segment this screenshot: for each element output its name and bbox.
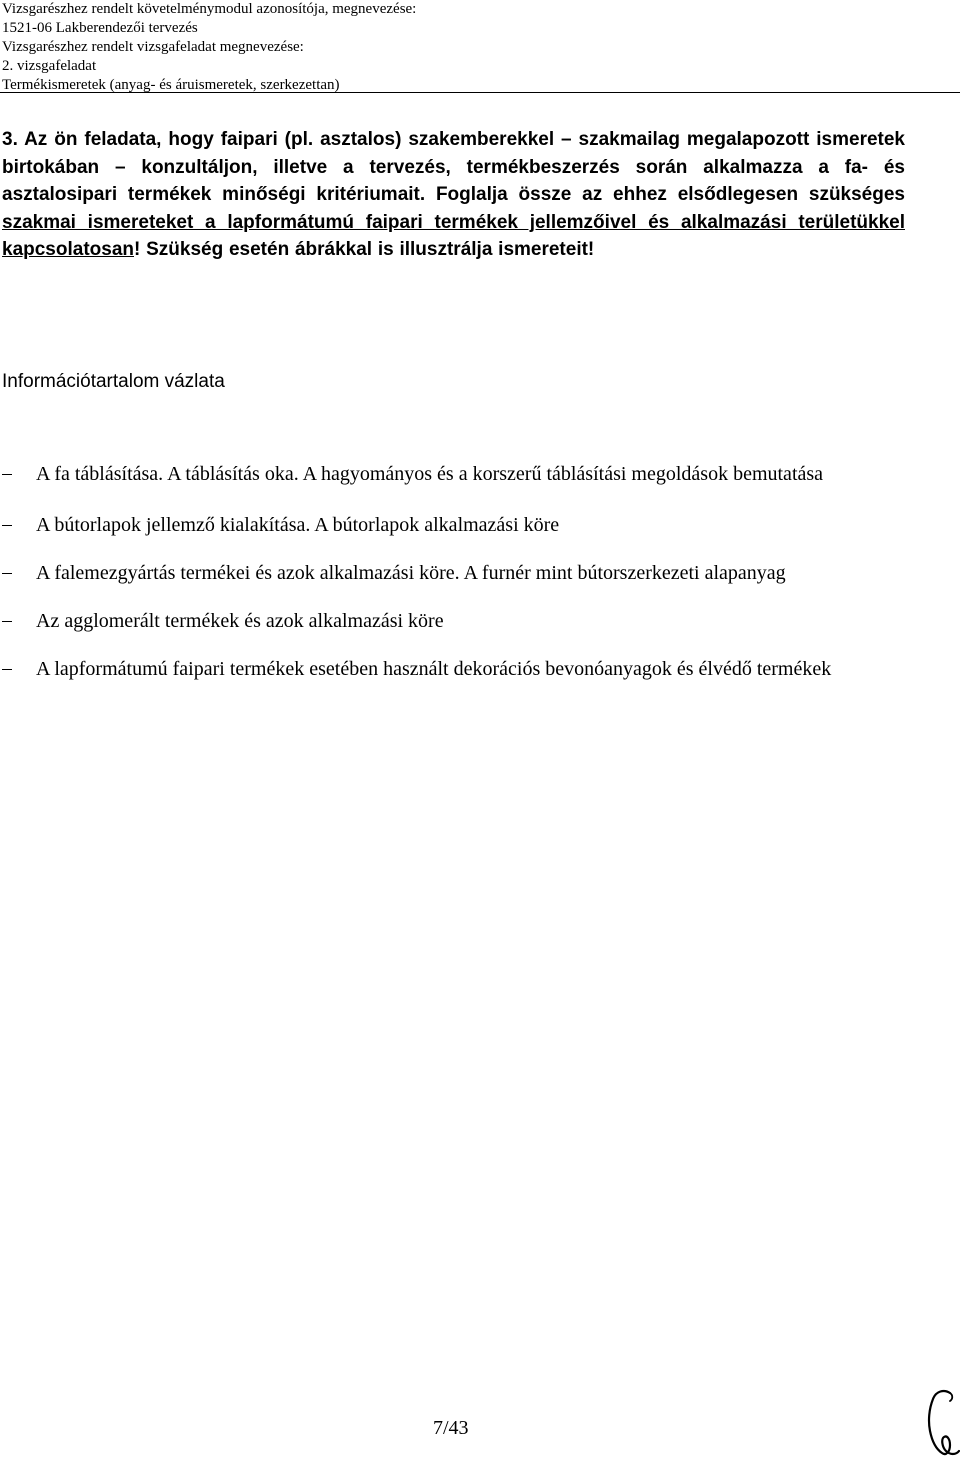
task-text-underlined: szakmai ismereteket a lapformátumú faipari termékek jellemzőivel és alkalmazási területükkel kapcsolatosan [2, 211, 905, 260]
outline-item [0, 656, 836, 682]
header-module-name: 1521-06 Lakberendezői tervezés [2, 20, 198, 36]
dash-bullet-icon [2, 474, 12, 475]
dash-bullet-icon [2, 621, 12, 622]
outline-item [0, 608, 836, 634]
header-task-name: Termékismeretek (anyag- és áruismeretek, szerkezettan) [2, 77, 340, 93]
outline-item [0, 512, 836, 538]
outline-item [0, 560, 836, 586]
header-module-label: Vizsgarészhez rendelt követelménymodul azonosítója, megnevezése: [2, 1, 417, 17]
outline-item-text: A lapformátumú faipari termékek esetében használt dekorációs bevonóanyagok és élvédő termékek [36, 658, 832, 680]
outline-list [0, 461, 960, 682]
outline-item-text: A bútorlapok jellemző kialakítása. A bútorlapok alkalmazási köre [36, 514, 560, 536]
outline-item-text: Az agglomerált termékek és azok alkalmazási köre [36, 610, 444, 632]
page-number: 7/43 [433, 1417, 469, 1439]
task-description [2, 126, 905, 264]
header-divider [0, 92, 960, 93]
outline-item [0, 461, 836, 487]
outline-title: Információtartalom vázlata [2, 371, 225, 392]
document-header [2, 0, 952, 95]
outline-item-text: A falemezgyártás termékei és azok alkalmazási köre. A furnér mint bútorszerkezeti alapanyag [36, 562, 786, 584]
outline-item-text: A fa táblásítása. A táblásítás oka. A hagyományos és a korszerű táblásítási megoldások bemutatása [36, 463, 824, 485]
task-text-closing: ! Szükség esetén ábrákkal is illusztrálja ismereteit! [134, 239, 595, 260]
header-task-label: Vizsgarészhez rendelt vizsgafeladat megnevezése: [2, 39, 304, 55]
header-task-number: 2. vizsgafeladat [2, 58, 97, 74]
dash-bullet-icon [2, 525, 12, 526]
handwritten-signature [920, 1385, 960, 1460]
dash-bullet-icon [2, 573, 12, 574]
dash-bullet-icon [2, 669, 12, 670]
task-text-intro: 3. Az ön feladata, hogy faipari (pl. asztalos) szakemberekkel – szakmailag megalapozott ismeretek birtokában – konzultáljon, illetve a tervezés, termékbeszerzés során alkalmazza a fa- és asztalosipari termékek minőségi kritériumait. Foglalja össze az ehhez elsődlegesen szükséges [2, 129, 905, 205]
